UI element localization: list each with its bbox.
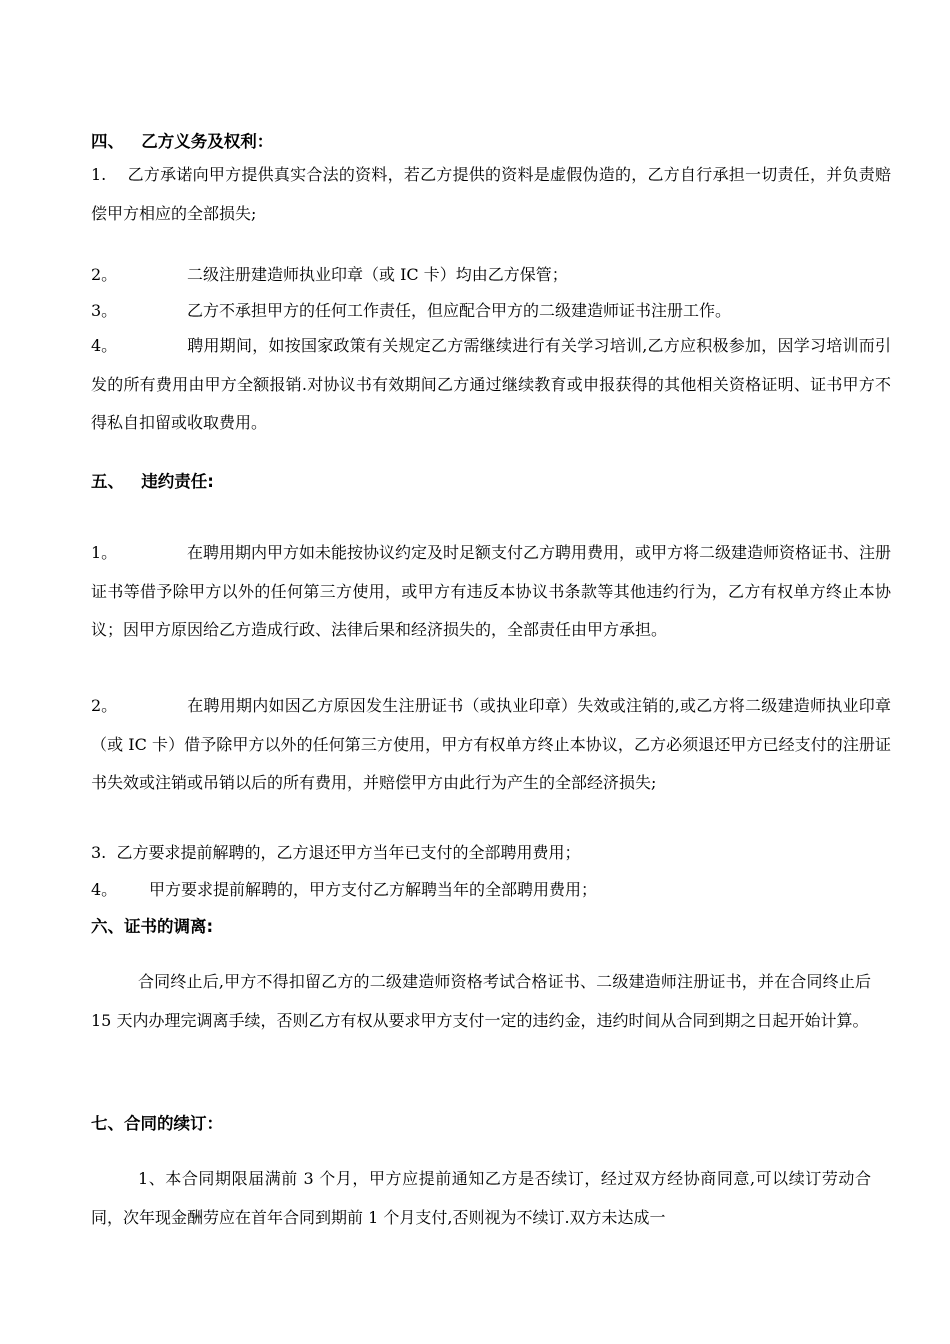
item-text: 甲方要求提前解聘的，甲方支付乙方解聘当年的全部聘用费用； <box>149 880 598 899</box>
item-text: 聘用期间，如按国家政策有关规定乙方需继续进行有关学习培训,乙方应积极参加，因学习培训而引发的所有费用由甲方全额报销.对协议书有效期间乙方通过继续教育或申报获得的其他相关资格证明、证书甲方不得私自扣留或收取费用。 <box>91 336 891 432</box>
item-number: 4。 <box>91 880 118 899</box>
section-6-paragraph: 合同终止后,甲方不得扣留乙方的二级建造师资格考试合格证书、二级建造师注册证书，并在合同终止后 15 天内办理完调离手续，否则乙方有权从要求甲方支付一定的违约金，违约时间从合同到期之日起开始计算。 <box>91 972 871 1030</box>
item-number: 3。 <box>91 301 118 320</box>
section-5-number: 五、 <box>91 472 124 491</box>
item-number: 3. <box>91 843 107 862</box>
item-number: 1. <box>91 165 107 184</box>
section-4-item-3 <box>91 298 731 321</box>
item-text: 在聘用期内如因乙方原因发生注册证书（或执业印章）失效或注销的,或乙方将二级建造师执业印章（或 IC 卡）借予除甲方以外的任何第三方使用，甲方有权单方终止本协议，乙方必须退还甲方已经支付的注册证书失效或注销或吊销以后的所有费用，并赔偿甲方由此行为产生的全部经济损失; <box>91 696 891 792</box>
section-5-heading <box>91 468 214 492</box>
section-4-item-1 <box>91 156 891 233</box>
item-text: 乙方承诺向甲方提供真实合法的资料，若乙方提供的资料是虚假伪造的，乙方自行承担一切责任，并负责赔偿甲方相应的全部损失; <box>91 165 891 223</box>
section-6-heading: 六、证书的调离: <box>91 917 214 936</box>
section-4-item-2 <box>91 262 568 285</box>
section-5-item-2 <box>91 687 891 803</box>
section-7-heading: 七、合同的续订： <box>91 1114 223 1133</box>
item-number: 2。 <box>91 265 118 284</box>
section-4-number: 四、 <box>91 132 124 151</box>
section-7-paragraph: 1、本合同期限届满前 3 个月，甲方应提前通知乙方是否续订，经过双方经协商同意,可以续订劳动合同，次年现金酬劳应在首年合同到期前 1 个月支付,否则视为不续订.双方未达成一 <box>91 1169 871 1227</box>
item-number: 1。 <box>91 543 118 562</box>
section-5-item-1 <box>91 534 891 650</box>
section-4-title: 乙方义务及权利： <box>141 132 274 151</box>
section-5-item-3 <box>91 840 580 863</box>
item-text: 在聘用期内甲方如未能按协议约定及时足额支付乙方聘用费用，或甲方将二级建造师资格证书、注册证书等借予除甲方以外的任何第三方使用，或甲方有违反本协议书条款等其他违约行为，乙方有权单方终止本协议；因甲方原因给乙方造成行政、法律后果和经济损失的，全部责任由甲方承担。 <box>91 543 892 639</box>
item-text: 乙方要求提前解聘的，乙方退还甲方当年已支付的全部聘用费用； <box>116 843 581 862</box>
section-4-heading <box>91 128 273 152</box>
item-number: 2。 <box>91 696 118 715</box>
item-number: 4。 <box>91 336 118 355</box>
item-text: 乙方不承担甲方的任何工作责任，但应配合甲方的二级建造师证书注册工作。 <box>187 301 732 320</box>
section-5-title: 违约责任: <box>141 472 214 491</box>
section-4-item-4 <box>91 327 891 443</box>
item-text: 二级注册建造师执业印章（或 IC 卡）均由乙方保管； <box>187 265 568 284</box>
section-5-item-4 <box>91 877 597 900</box>
